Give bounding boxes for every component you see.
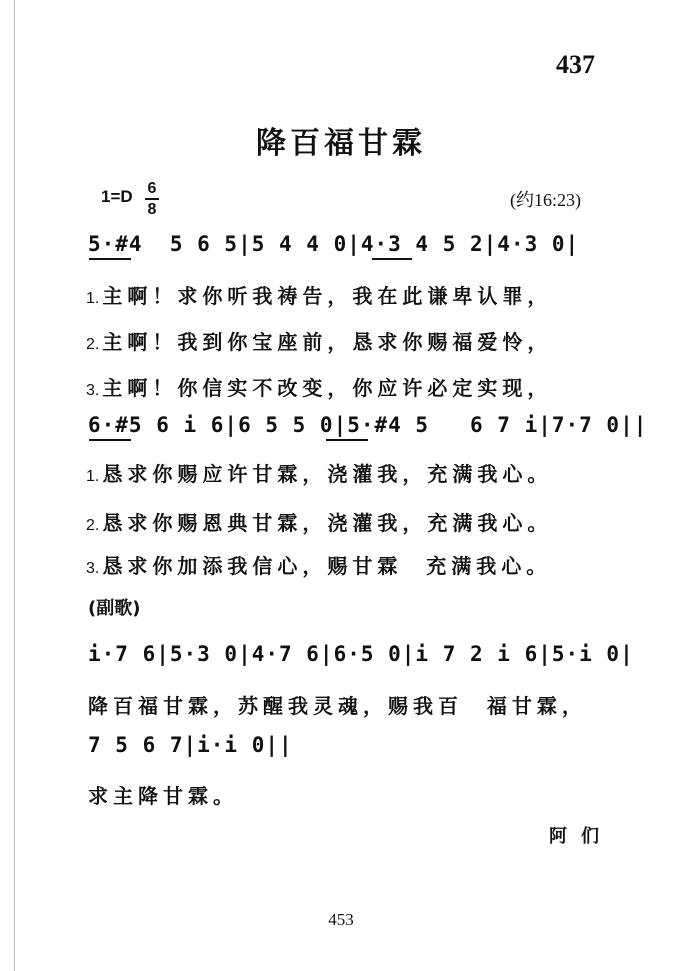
time-signature-top: 6 [147,180,157,197]
chorus-notation-line-2: 7 5 6 7|i·i 0|| [88,733,293,757]
beam-line [89,439,131,441]
verse-number: 2. [86,517,100,534]
chorus-lyrics-line-1: 降百福甘霖，苏醒我灵魂，赐我百 福甘霖， [88,694,587,718]
verse-number: 1. [86,290,100,307]
verse-1-line-1 [86,280,552,309]
page-number: 453 [328,910,354,929]
verse-2-line-2 [86,507,552,536]
verse-text: 恳求你赐应许甘霖，浇灌我，充满我心。 [102,462,553,486]
verse-3-line-2 [86,550,551,579]
verse-2-line-1 [86,326,552,355]
amen-text: 阿们 [549,826,613,847]
hymn-title: 降百福甘霖 [256,126,426,161]
time-signature-bar [145,198,159,200]
time-signature [145,180,159,218]
hymn-number: 437 [556,50,595,79]
chorus-lyrics-line-2: 求主降甘霖。 [88,784,238,808]
verse-number: 3. [86,560,100,577]
verse-number: 2. [86,336,100,353]
verse-1-line-2 [86,458,552,487]
scripture-reference: (约16:23) [510,190,581,210]
beam-line [326,439,368,441]
verse-number: 1. [86,468,100,485]
key-signature: 1=D [101,187,133,206]
chorus-notation-line-1: i·7 6|5·3 0|4·7 6|6·5 0|i 7 2 i 6|5·i 0| [88,642,634,666]
notation-line-1: 5·#4 5 6 5|5 4 4 0|4·3 4 5 2|4·3 0| [88,232,580,256]
verse-number: 3. [86,382,100,399]
verse-text: 主啊！求你听我祷告，我在此谦卑认罪， [102,284,553,308]
verse-text: 恳求你加添我信心，赐甘霖 充满我心。 [102,554,552,578]
verse-text: 主啊！我到你宝座前，恳求你赐福爱怜， [102,330,553,354]
time-signature-bottom: 8 [147,201,157,218]
chorus-label: (副歌) [88,598,141,619]
verse-text: 恳求你赐恩典甘霖，浇灌我，充满我心。 [102,511,553,535]
verse-3-line-1 [86,372,552,401]
verse-text: 主啊！你信实不改变，你应许必定实现， [102,376,553,400]
beam-line [89,258,131,260]
beam-line [372,258,412,260]
notation-line-2: 6·#5 6 i 6|6 5 5 0|5·#4 5 6 7 i|7·7 0|| [88,413,648,437]
